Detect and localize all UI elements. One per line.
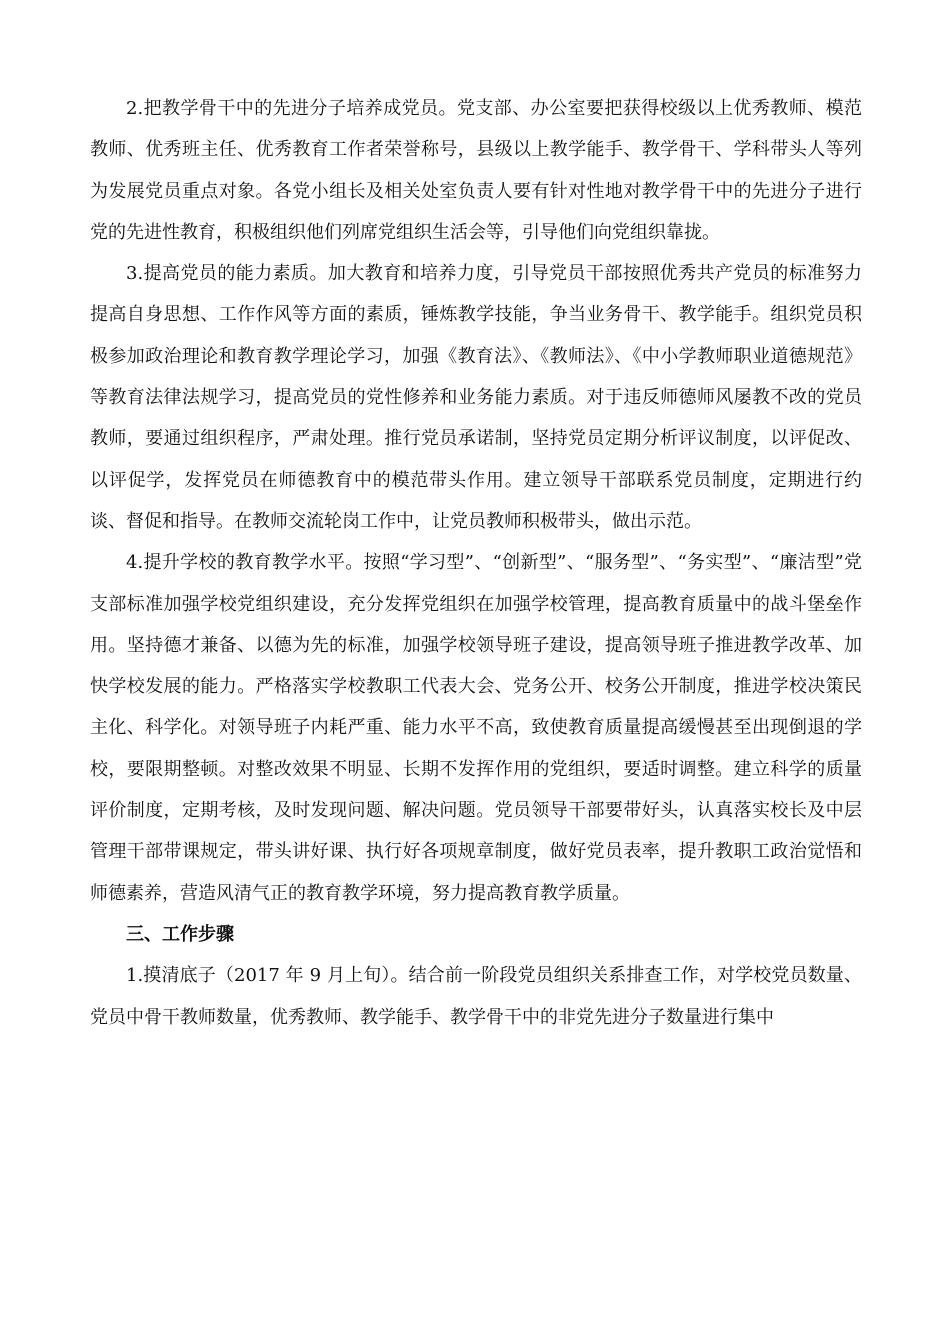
paragraph-cultivate-backbone: 2.把教学骨干中的先进分子培养成党员。党支部、办公室要把获得校级以上优秀教师、模范教师、优秀班主任、优秀教育工作者荣誉称号，县级以上教学能手、教学骨干、学科带头人等列为发展党员重点对象。各党小组长及相关处室负责人要有针对性地对教学骨干中的先进分子进行党的先进性教育，积极组织他们列席党组织生活会等，引导他们向党组织靠拢。 [90, 98, 862, 243]
paragraph-step-one: 1.摸清底子（2017 年 9 月上旬）。结合前一阶段党员组织关系排查工作，对学校党员数量、党员中骨干教师数量，优秀教师、教学能手、教学骨干中的非党先进分子数量进行集中 [90, 965, 862, 1028]
document-body [90, 88, 862, 1038]
paragraph-improve-teaching-level: 4.提升学校的教育教学水平。按照“学习型”、“创新型”、“服务型”、“务实型”、“廉洁型”党支部标准加强学校党组织建设，充分发挥党组织在加强学校管理，提高教育质量中的战斗堡垒作用。坚持德才兼备、以德为先的标准，加强学校领导班子建设，提高领导班子推进教学改革、加快学校发展的能力。严格落实学校教职工代表大会、党务公开、校务公开制度，推进学校决策民主化、科学化。对领导班子内耗严重、能力水平不高，致使教育质量提高缓慢甚至出现倒退的学校，要限期整顿。对整改效果不明显、长期不发挥作用的党组织，要适时调整。建立科学的质量评价制度，定期考核，及时发现问题、解决问题。党员领导干部要带好头，认真落实校长及中层管理干部带课规定，带头讲好课、执行好各项规章制度，做好党员表率，提升教职工政治觉悟和师德素养，营造风清气正的教育教学环境，努力提高教育教学质量。 [90, 552, 862, 904]
paragraph-improve-ability: 3.提高党员的能力素质。加大教育和培养力度，引导党员干部按照优秀共产党员的标准努力提高自身思想、工作作风等方面的素质，锤炼教学技能，争当业务骨干、教学能手。组织党员积极参加政治理论和教育教学理论学习，加强《教育法》、《教师法》、《中小学教师职业道德规范》等教育法律法规学习，提高党员的党性修养和业务能力素质。对于违反师德师风屡教不改的党员教师，要通过组织程序，严肃处理。推行党员承诺制，坚持党员定期分析评议制度，以评促改、以评促学，发挥党员在师德教育中的模范带头作用。建立领导干部联系党员制度，定期进行约谈、督促和指导。在教师交流轮岗工作中，让党员教师积极带头，做出示范。 [90, 263, 862, 532]
section-heading-work-steps: 三、工作步骤 [126, 923, 234, 945]
